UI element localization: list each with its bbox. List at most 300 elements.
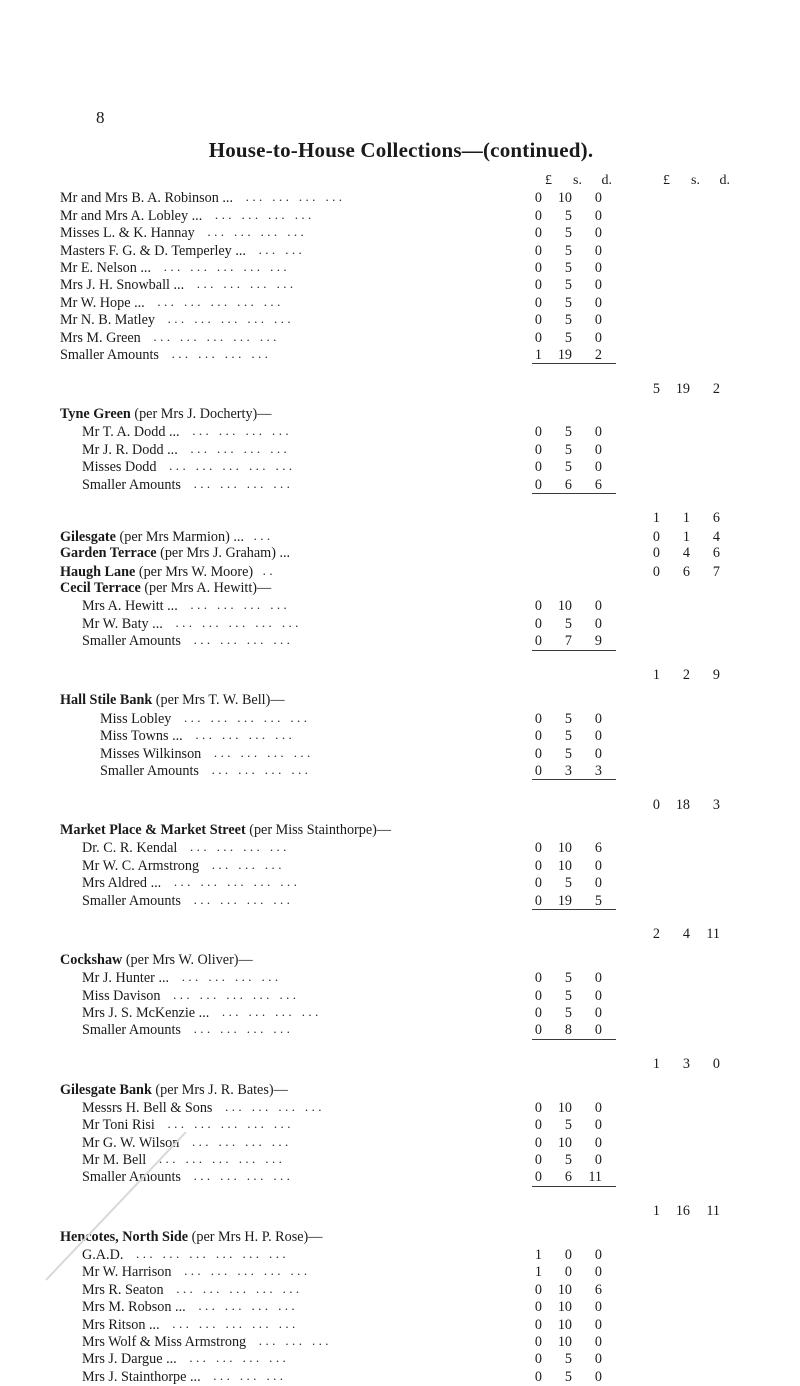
amount-pence: 0 <box>594 1022 602 1039</box>
entry-amount <box>512 1282 630 1299</box>
leader-dots: ... ... ... ... <box>175 969 282 985</box>
leader-dots: ... ... ... ... ... <box>152 1151 286 1167</box>
entry-label <box>60 1134 512 1152</box>
ledger-section <box>60 189 760 398</box>
amount-pound: 1 <box>534 1247 542 1264</box>
amount-pence: 0 <box>594 329 602 346</box>
total-pound: 1 <box>652 666 660 683</box>
total-pound: 2 <box>652 926 660 943</box>
amount-shillings: 10 <box>557 840 572 857</box>
amount-pound: 0 <box>534 728 542 745</box>
subtotal-rule <box>512 650 630 651</box>
subtotal-rule-row <box>60 1186 760 1203</box>
entry-label <box>60 987 512 1005</box>
amount-pound: 0 <box>534 1281 542 1298</box>
ledger-section <box>60 1082 760 1221</box>
amount-shillings: 5 <box>564 970 572 987</box>
section-gap <box>60 1221 760 1229</box>
amount-pound: 0 <box>534 207 542 224</box>
entry-label <box>60 727 512 745</box>
entry-name: Dr. C. R. Kendal <box>82 840 178 857</box>
section-suffix: (per Mrs A. Hewitt)— <box>144 579 272 596</box>
ledger-section-inline <box>60 563 760 580</box>
subtotal-rule <box>512 493 630 494</box>
section-total-row <box>60 1203 760 1220</box>
amount-pound: 0 <box>534 1299 542 1316</box>
leader-dots: ... ... ... ... <box>207 744 314 760</box>
leader-dots: ... ... ... ... <box>183 839 290 855</box>
subtotal-rule <box>512 909 630 910</box>
amount-shillings: 5 <box>564 424 572 441</box>
column-headers <box>60 172 760 189</box>
leader-dots: ... ... ... <box>205 856 285 872</box>
amount-pound: 0 <box>534 745 542 762</box>
amount-pence: 0 <box>594 615 602 632</box>
table-row <box>60 597 760 614</box>
amount-pence: 0 <box>594 1134 602 1151</box>
horizontal-rule <box>532 650 616 651</box>
leader-dots: ... ... ... ... <box>185 1133 292 1149</box>
entry-label <box>60 276 512 294</box>
section-total <box>630 797 750 814</box>
entry-name: Mr T. A. Dodd ... <box>82 424 180 441</box>
amount-shillings: 5 <box>564 710 572 727</box>
table-row <box>60 242 760 259</box>
entry-label <box>60 839 512 857</box>
entry-label <box>60 762 512 780</box>
amount-pound: 0 <box>534 892 542 909</box>
table-row <box>60 1116 760 1133</box>
horizontal-rule <box>532 363 616 364</box>
entry-amount <box>512 988 630 1005</box>
amount-pence: 2 <box>594 346 602 363</box>
leader-dots: ... ... ... ... <box>164 345 272 361</box>
leader-dots: ... ... ... ... ... <box>150 293 284 309</box>
section-name: Gilesgate <box>60 528 116 545</box>
table-row <box>60 1333 760 1350</box>
table-row <box>60 1350 760 1367</box>
ledger-section <box>60 406 760 528</box>
amount-shillings: 5 <box>564 329 572 346</box>
total-shillings: 4 <box>682 926 690 943</box>
horizontal-rule <box>532 909 616 910</box>
table-row <box>60 1281 760 1298</box>
total-shillings: 18 <box>675 796 690 813</box>
amount-pound: 0 <box>534 312 542 329</box>
section-gap <box>60 398 760 406</box>
entry-name: Mr W. Hope ... <box>60 294 145 311</box>
entry-label <box>60 294 512 312</box>
subtotal-rule <box>512 779 630 780</box>
amount-pence: 0 <box>594 857 602 874</box>
section-total <box>630 564 750 581</box>
leader-dots: ... ... ... ... <box>215 1003 322 1019</box>
entry-name: Smaller Amounts <box>100 762 199 779</box>
section-total <box>630 667 750 684</box>
table-row <box>60 1099 760 1116</box>
amount-pound: 0 <box>534 225 542 242</box>
amount-shillings: 10 <box>557 1281 572 1298</box>
total-pound: 0 <box>652 563 660 580</box>
leader-dots: ... ... ... ... ... ... <box>129 1246 289 1262</box>
entry-name: Mrs Aldred ... <box>82 875 162 892</box>
entry-label <box>60 189 512 207</box>
entry-name: Mr N. B. Matley <box>60 312 155 329</box>
table-row <box>60 969 760 986</box>
section-total <box>630 1056 750 1073</box>
leader-dots: ... ... ... ... ... <box>177 1263 311 1279</box>
amount-pound: 0 <box>534 277 542 294</box>
entry-name: Mrs R. Seaton <box>82 1281 164 1298</box>
amount-pence: 0 <box>594 207 602 224</box>
leader-dots: ... ... <box>251 241 306 257</box>
subtotal-rule-row <box>60 909 760 926</box>
total-shillings: 16 <box>675 1203 690 1220</box>
entry-amount <box>512 1334 630 1351</box>
total-pence: 2 <box>712 380 720 397</box>
amount-shillings: 5 <box>564 1117 572 1134</box>
total-pence: 3 <box>712 796 720 813</box>
entry-amount <box>512 1135 630 1152</box>
col-shillings-1: s. <box>573 173 582 188</box>
total-pound: 0 <box>652 528 660 545</box>
entry-amount <box>512 1317 630 1334</box>
col-pound-2: £ <box>663 173 670 188</box>
amount-shillings: 7 <box>564 633 572 650</box>
table-row <box>60 857 760 874</box>
entry-label <box>60 710 512 728</box>
amount-pound: 1 <box>534 1264 542 1281</box>
total-shillings: 4 <box>682 545 690 562</box>
amount-pound: 0 <box>534 875 542 892</box>
amount-pence: 3 <box>594 762 602 779</box>
amount-pence: 0 <box>594 259 602 276</box>
amount-shillings: 0 <box>564 1264 572 1281</box>
leader-dots: ... ... ... ... ... <box>167 874 301 890</box>
col-shillings-2: s. <box>691 173 700 188</box>
amount-shillings: 10 <box>557 190 572 207</box>
entry-name: Mr J. Hunter ... <box>82 970 170 987</box>
entry-label <box>60 1350 512 1368</box>
entry-amount <box>512 208 630 225</box>
entry-name: Mr M. Bell <box>82 1152 147 1169</box>
amount-shillings: 10 <box>557 1134 572 1151</box>
section-heading <box>60 952 760 969</box>
leader-dots: .. <box>262 562 276 578</box>
amount-pound: 0 <box>534 1152 542 1169</box>
entry-amount <box>512 1005 630 1022</box>
amount-pence: 0 <box>594 1299 602 1316</box>
leader-dots: ... ... ... ... ... <box>160 1116 294 1132</box>
table-row <box>60 1021 760 1038</box>
amount-shillings: 19 <box>557 346 572 363</box>
total-pound: 1 <box>652 1203 660 1220</box>
amount-pound: 0 <box>534 1004 542 1021</box>
entry-amount <box>512 711 630 728</box>
table-row <box>60 874 760 891</box>
table-row <box>60 1004 760 1021</box>
amount-pound: 0 <box>534 762 542 779</box>
amount-pence: 0 <box>594 1334 602 1350</box>
entry-amount <box>512 424 630 441</box>
entry-name: Mrs M. Robson ... <box>82 1299 186 1316</box>
amount-shillings: 5 <box>564 1368 572 1385</box>
section-heading-label <box>60 406 512 423</box>
section-suffix: (per Mrs J. Graham) ... <box>160 545 291 562</box>
entry-name: Mrs A. Hewitt ... <box>82 598 178 615</box>
leader-dots: ... ... ... ... <box>186 632 294 648</box>
table-row <box>60 1134 760 1151</box>
amount-pence: 0 <box>594 745 602 762</box>
horizontal-rule <box>532 1186 616 1187</box>
entry-label <box>60 423 512 441</box>
leader-dots: ... ... ... ... ... <box>166 986 300 1002</box>
horizontal-rule <box>532 493 616 494</box>
table-row <box>60 189 760 206</box>
entry-label <box>60 969 512 987</box>
section-name: Haugh Lane <box>60 563 136 580</box>
amount-pence: 0 <box>594 1247 602 1264</box>
entry-name: Smaller Amounts <box>60 346 159 363</box>
amount-pence: 0 <box>594 875 602 892</box>
entry-amount <box>512 1022 630 1039</box>
amount-shillings: 5 <box>564 312 572 329</box>
amount-pence: 0 <box>594 312 602 329</box>
section-name: Tyne Green <box>60 406 131 423</box>
amount-shillings: 5 <box>564 987 572 1004</box>
leader-dots: ... ... ... ... ... <box>165 1315 299 1331</box>
entry-name: Smaller Amounts <box>82 1022 181 1039</box>
amount-pound: 0 <box>534 1368 542 1385</box>
amount-pence: 5 <box>594 892 602 909</box>
entry-name: Misses L. & K. Hannay <box>60 225 195 242</box>
table-row <box>60 1368 760 1385</box>
entry-amount <box>512 459 630 476</box>
amount-shillings: 10 <box>557 1099 572 1116</box>
leader-dots: ... ... ... ... <box>186 891 294 907</box>
section-heading <box>60 822 760 839</box>
amount-shillings: 5 <box>564 1004 572 1021</box>
leader-dots: ... ... ... ... <box>186 1168 294 1184</box>
subtotal-rule <box>512 1039 630 1040</box>
entry-name: Mrs J. Dargue ... <box>82 1351 177 1368</box>
table-row <box>60 745 760 762</box>
amount-pound: 0 <box>534 598 542 615</box>
total-shillings: 6 <box>682 563 690 580</box>
amount-shillings: 5 <box>564 1152 572 1169</box>
table-row <box>60 632 760 649</box>
entry-label <box>60 892 512 910</box>
section-heading <box>60 1229 760 1246</box>
total-pence: 4 <box>712 528 720 545</box>
amount-pence: 0 <box>594 1099 602 1116</box>
entry-amount <box>512 1169 630 1186</box>
amount-shillings: 5 <box>564 294 572 311</box>
total-pound: 5 <box>652 380 660 397</box>
amount-pence: 0 <box>594 710 602 727</box>
leader-dots: ... ... ... ... <box>183 597 291 613</box>
entry-amount <box>512 1369 630 1386</box>
amount-pound: 0 <box>534 1099 542 1116</box>
col-pence-1: d. <box>601 173 612 188</box>
total-shillings: 3 <box>682 1056 690 1073</box>
table-row <box>60 710 760 727</box>
entry-name: Mr W. C. Armstrong <box>82 857 200 874</box>
entry-label <box>60 259 512 277</box>
amount-shillings: 5 <box>564 259 572 276</box>
amount-column-2-header <box>640 172 760 189</box>
entry-amount <box>512 295 630 312</box>
amount-shillings: 10 <box>557 857 572 874</box>
amount-shillings: 5 <box>564 242 572 259</box>
amount-pence: 0 <box>594 1152 602 1169</box>
entry-amount <box>512 277 630 294</box>
section-heading-label <box>60 1082 512 1099</box>
entry-name: Miss Towns ... <box>100 728 183 745</box>
subtotal-rule-row <box>60 650 760 667</box>
amount-pence: 0 <box>594 1117 602 1134</box>
amount-pound: 0 <box>534 970 542 987</box>
section-total-row <box>60 797 760 814</box>
table-row <box>60 441 760 458</box>
amount-pound: 0 <box>534 424 542 441</box>
amount-shillings: 5 <box>564 728 572 745</box>
amount-shillings: 5 <box>564 459 572 476</box>
leader-dots: ... ... ... ... <box>182 1350 290 1366</box>
amount-pence: 0 <box>594 242 602 259</box>
subtotal-rule <box>512 363 630 364</box>
amount-pence: 0 <box>594 294 602 311</box>
entry-name: Masters F. G. & D. Temperley ... <box>60 242 246 259</box>
total-pence: 7 <box>712 563 720 580</box>
entry-amount <box>512 243 630 260</box>
total-shillings: 2 <box>682 666 690 683</box>
entry-amount <box>512 477 630 494</box>
amount-pence: 0 <box>594 1316 602 1333</box>
section-total-row <box>60 667 760 684</box>
section-heading-label <box>60 692 512 709</box>
total-shillings: 19 <box>675 380 690 397</box>
table-row <box>60 1246 760 1263</box>
amount-pence: 0 <box>594 441 602 458</box>
leader-dots: ... ... ... ... <box>218 1098 325 1114</box>
table-row <box>60 207 760 224</box>
leader-dots: ... ... ... ... <box>200 224 308 240</box>
entry-name: Mrs J. Stainthorpe ... <box>82 1368 201 1385</box>
table-row <box>60 476 760 493</box>
amount-pence: 9 <box>594 633 602 650</box>
leader-dots: ... ... ... ... ... <box>146 328 280 344</box>
amount-pound: 0 <box>534 987 542 1004</box>
entry-name: Mrs Ritson ... <box>82 1316 160 1333</box>
amount-pence: 0 <box>594 970 602 987</box>
table-row <box>60 423 760 440</box>
section-suffix: (per Mrs T. W. Bell)— <box>155 692 285 709</box>
entry-amount <box>512 875 630 892</box>
entry-amount <box>512 1117 630 1134</box>
entry-name: Mr G. W. Wilson <box>82 1134 180 1151</box>
amount-pound: 0 <box>534 441 542 458</box>
amount-pence: 0 <box>594 1004 602 1021</box>
entry-amount <box>512 190 630 207</box>
amount-pound: 0 <box>534 1022 542 1039</box>
table-row <box>60 259 760 276</box>
entry-label <box>60 1333 512 1351</box>
entry-label <box>60 458 512 476</box>
leader-dots: ... ... ... ... ... <box>177 709 311 725</box>
section-total <box>630 510 750 527</box>
amount-shillings: 5 <box>564 207 572 224</box>
section-name: Hencotes, North Side <box>60 1228 189 1245</box>
amount-pence: 0 <box>594 728 602 745</box>
table-row <box>60 329 760 346</box>
total-pound: 1 <box>652 510 660 527</box>
entry-name: Smaller Amounts <box>82 1169 181 1186</box>
table-row <box>60 346 760 363</box>
section-heading <box>60 692 760 709</box>
entry-name: Miss Lobley <box>100 710 172 727</box>
amount-pence: 0 <box>594 1351 602 1368</box>
section-name: Gilesgate Bank <box>60 1081 152 1098</box>
entry-name: Messrs H. Bell & Sons <box>82 1099 213 1116</box>
leader-dots: ... <box>253 527 274 543</box>
entry-amount <box>512 1247 630 1264</box>
amount-shillings: 3 <box>564 762 572 779</box>
section-total <box>630 926 750 943</box>
amount-shillings: 5 <box>564 615 572 632</box>
total-pound: 0 <box>652 796 660 813</box>
entry-label <box>60 597 512 615</box>
amount-shillings: 5 <box>564 875 572 892</box>
ledger-section-inline <box>60 545 760 562</box>
table-row <box>60 1168 760 1185</box>
entry-label <box>60 874 512 892</box>
section-total <box>630 529 750 546</box>
entry-label <box>60 1099 512 1117</box>
entry-amount <box>512 763 630 780</box>
amount-pound: 0 <box>534 476 542 493</box>
total-pence: 9 <box>712 666 720 683</box>
leader-dots: ... ... ... ... <box>239 189 346 205</box>
entry-label <box>60 632 512 650</box>
entry-amount <box>512 330 630 347</box>
entry-amount <box>512 970 630 987</box>
section-suffix: (per Mrs W. Moore) <box>138 563 254 580</box>
amount-shillings: 10 <box>557 1316 572 1333</box>
subtotal-rule-row <box>60 779 760 796</box>
section-total-row <box>60 1056 760 1073</box>
entry-amount <box>512 1299 630 1316</box>
amount-pound: 0 <box>534 329 542 346</box>
section-name: Market Place & Market Street <box>60 822 246 839</box>
entry-amount <box>512 347 630 364</box>
section-heading-label <box>60 528 512 546</box>
table-row <box>60 276 760 293</box>
entry-label <box>60 1168 512 1186</box>
amount-pence: 6 <box>594 840 602 857</box>
entry-name: Smaller Amounts <box>82 633 181 650</box>
ledger-section <box>60 952 760 1074</box>
entry-amount <box>512 746 630 763</box>
amount-pound: 0 <box>534 1334 542 1350</box>
entry-amount <box>512 312 630 329</box>
entry-amount <box>512 840 630 857</box>
entry-label <box>60 1368 512 1386</box>
amount-pence: 0 <box>594 190 602 207</box>
entry-name: Mr and Mrs A. Lobley ... <box>60 207 203 224</box>
entry-name: Mr E. Nelson ... <box>60 259 152 276</box>
page-title: House-to-House Collections—(continued). <box>208 138 594 162</box>
